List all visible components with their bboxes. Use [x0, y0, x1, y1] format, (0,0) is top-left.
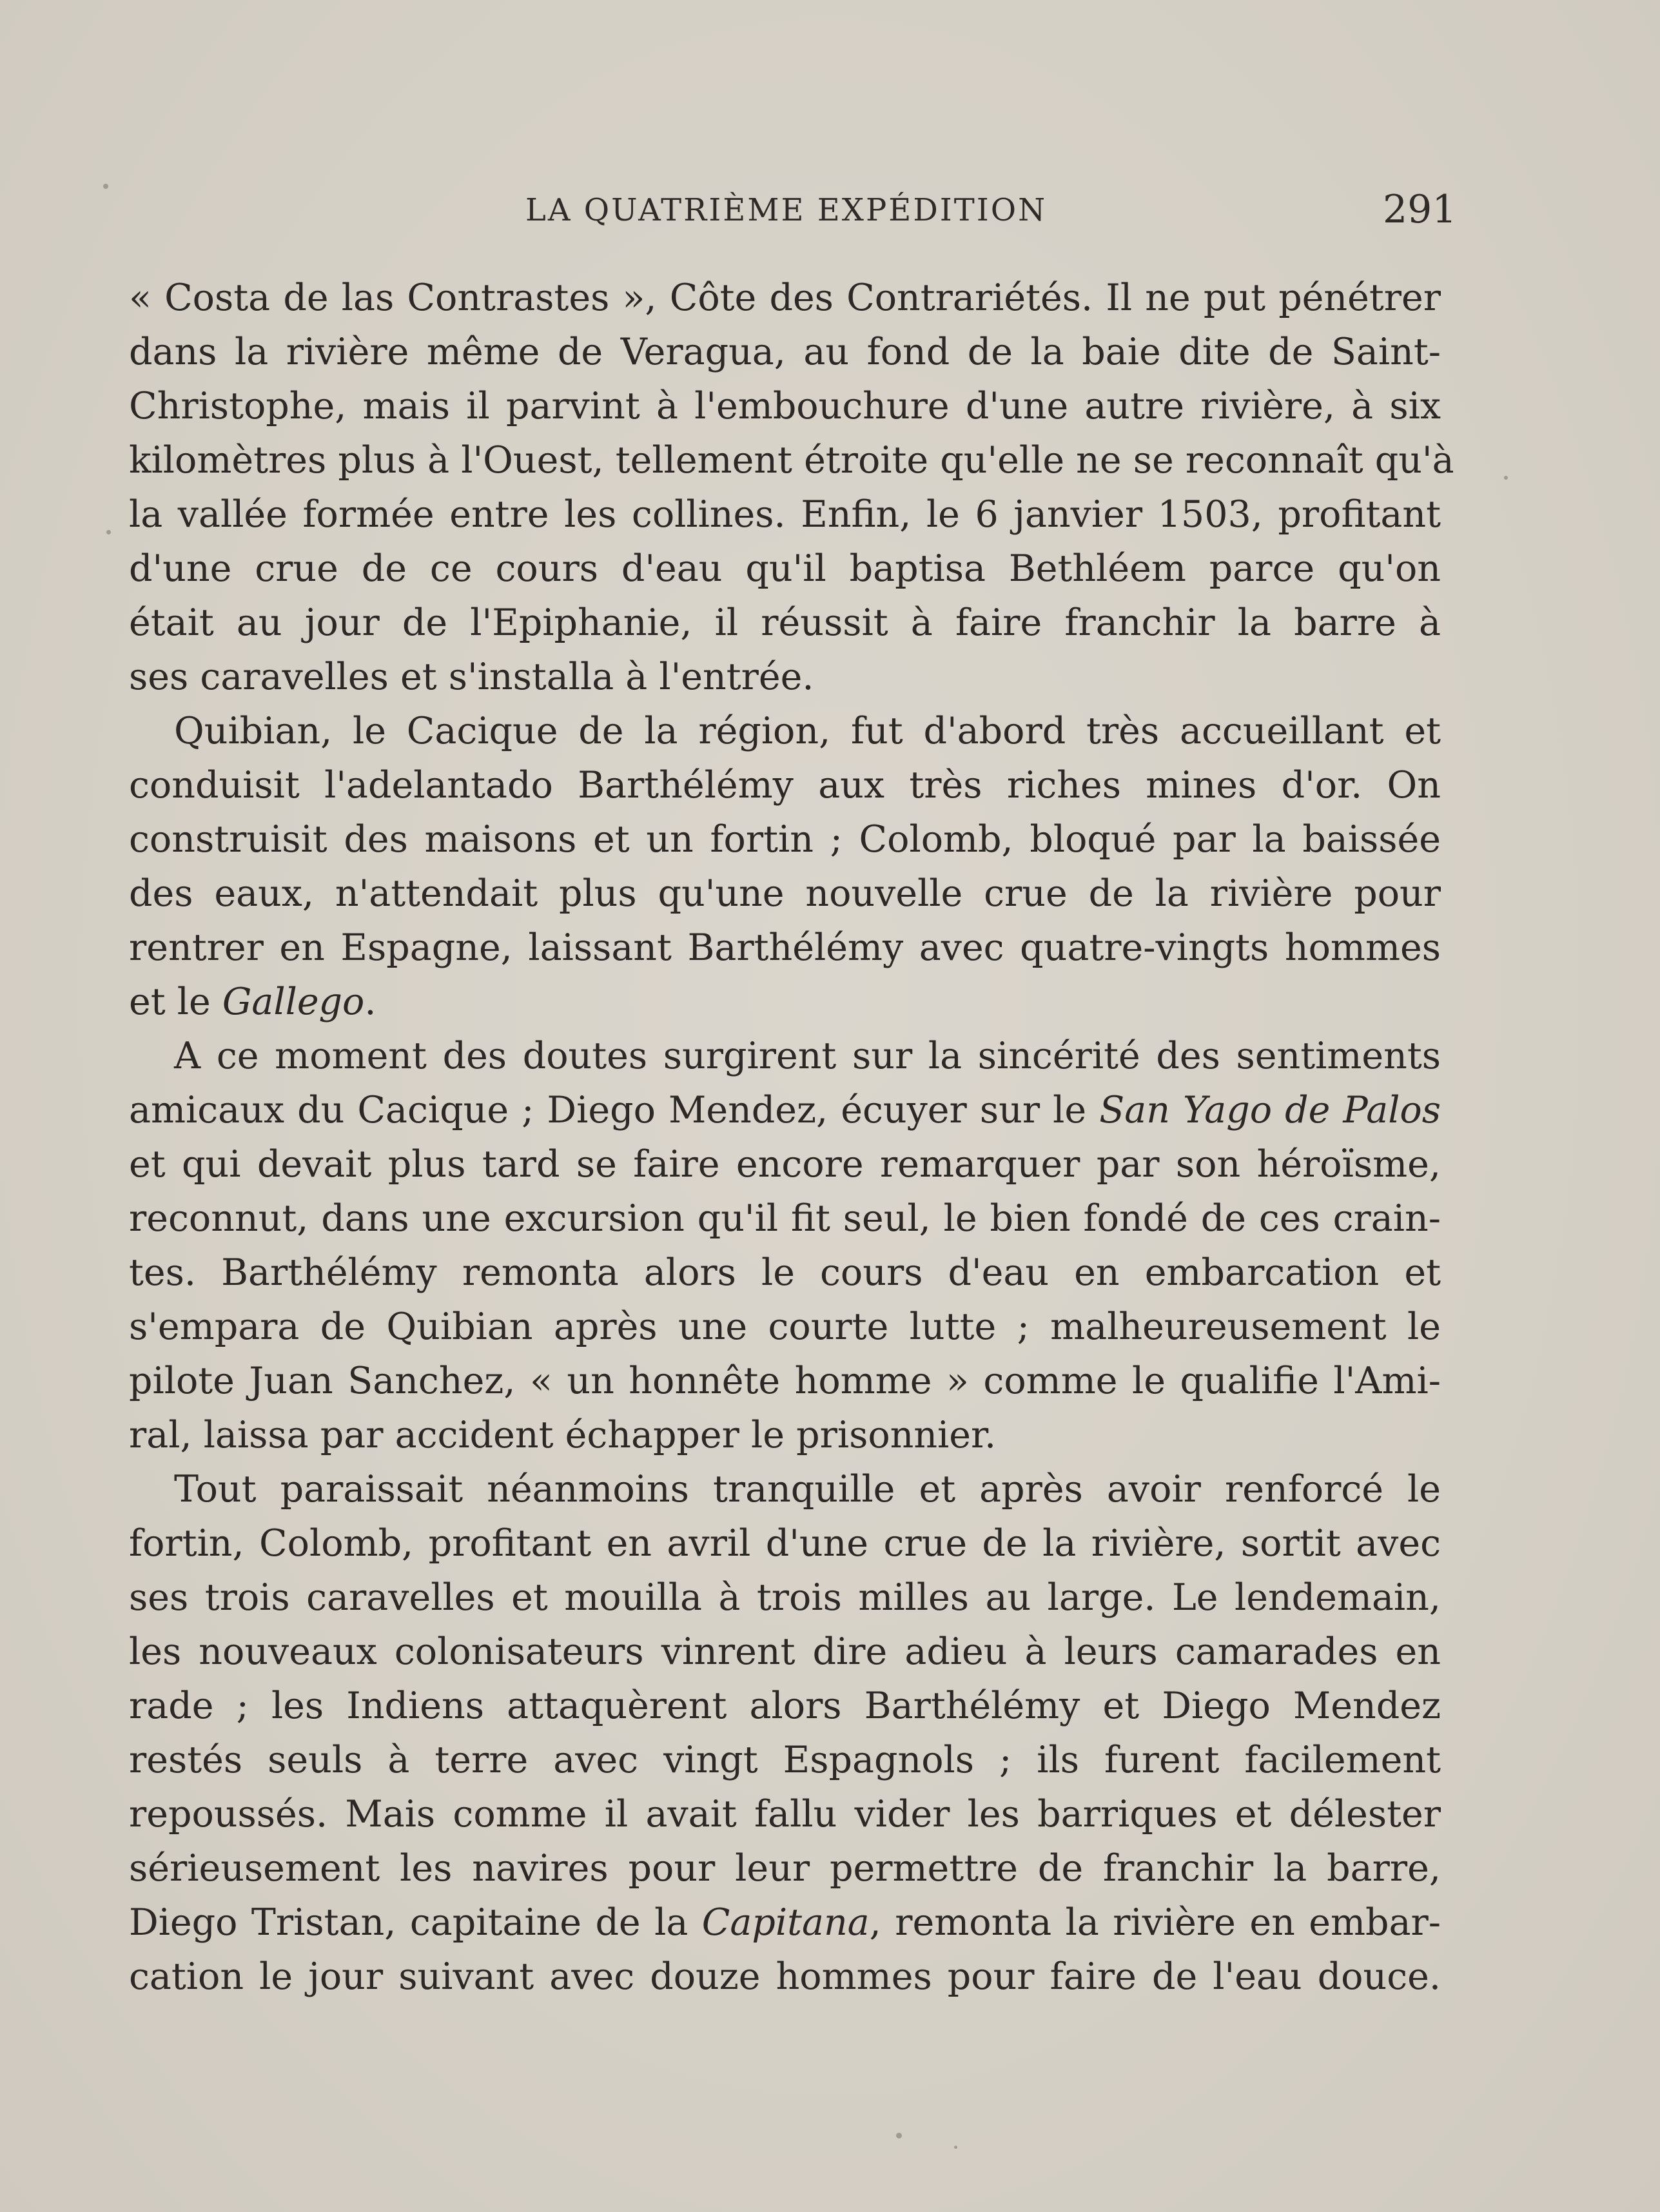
- running-title: LA QUATRIÈME EXPÉDITION: [525, 192, 1048, 228]
- text-line: ses trois caravelles et mouilla à trois milles au large. Le lendemain,: [129, 1576, 1441, 1619]
- text-line: A ce moment des doutes surgirent sur la sincérité des sentiments: [174, 1035, 1441, 1077]
- text-line: reconnut, dans une excursion qu'il fit seul, le bien fondé de ces crain-: [129, 1197, 1441, 1240]
- paper-speck: [103, 184, 108, 189]
- text-line: repoussés. Mais comme il avait fallu vider les barriques et délester: [129, 1793, 1441, 1835]
- text-line: et qui devait plus tard se faire encore remarquer par son héroïsme,: [129, 1143, 1441, 1186]
- text-line: construisit des maisons et un fortin ; Colomb, bloqué par la baissée: [129, 818, 1441, 861]
- ship-name-italic: Gallego: [222, 981, 365, 1023]
- text-line: rade ; les Indiens attaquèrent alors Barthélémy et Diego Mendez: [129, 1685, 1441, 1727]
- text-line-start: et le: [129, 981, 222, 1023]
- text-line: « Costa de las Contrastes », Côte des Contrariétés. Il ne put pénétrer: [129, 277, 1441, 319]
- text-line: ses caravelles et s'installa à l'entrée.: [129, 656, 814, 698]
- paper-speck: [954, 2146, 957, 2149]
- paper-speck: [896, 2133, 902, 2139]
- text-line: des eaux, n'attendait plus qu'une nouvelle crue de la rivière pour: [129, 872, 1441, 915]
- text-line: pilote Juan Sanchez, « un honnête homme » comme le qualifie l'Ami-: [129, 1360, 1441, 1402]
- text-line: fortin, Colomb, profitant en avril d'une crue de la rivière, sortit avec: [129, 1522, 1441, 1565]
- text-line: dans la rivière même de Veragua, au fond de la baie dite de Saint-: [129, 331, 1441, 373]
- ship-name-italic: San Yago de Palos: [1099, 1089, 1441, 1131]
- text-line: restés seuls à terre avec vingt Espagnols ; ils furent facilement: [129, 1739, 1441, 1781]
- text-line: la vallée formée entre les collines. Enfin, le 6 janvier 1503, profitant: [129, 493, 1441, 536]
- text-line: d'une crue de ce cours d'eau qu'il baptisa Bethléem parce qu'on: [129, 547, 1441, 590]
- text-line: kilomètres plus à l'Ouest, tellement étroite qu'elle ne se reconnaît qu'à: [129, 439, 1454, 482]
- text-line-start: Diego Tristan, capitaine de la: [129, 1901, 702, 1944]
- ship-name-italic: Capitana: [701, 1901, 870, 1944]
- paper-speck: [1504, 476, 1508, 480]
- text-line: [129, 1895, 1441, 1950]
- text-line: tes. Barthélémy remonta alors le cours d'eau en embarcation et: [129, 1251, 1441, 1294]
- text-line: cation le jour suivant avec douze hommes pour faire de l'eau douce.: [129, 1955, 1441, 1998]
- text-line: [129, 1083, 1441, 1137]
- text-line: sérieusement les navires pour leur permettre de franchir la barre,: [129, 1847, 1441, 1890]
- text-line: était au jour de l'Epiphanie, il réussit à faire franchir la barre à: [129, 602, 1441, 644]
- text-line: [129, 975, 1441, 1029]
- text-line: Christophe, mais il parvint à l'embouchure d'une autre rivière, à six: [129, 385, 1441, 427]
- text-line: Tout paraissait néanmoins tranquille et après avoir renforcé le: [174, 1468, 1441, 1511]
- text-line: Quibian, le Cacique de la région, fut d'abord très accueillant et: [174, 710, 1441, 752]
- text-line-end: , remonta la rivière en embar-: [869, 1901, 1441, 1944]
- text-line: ral, laissa par accident échapper le prisonnier.: [129, 1414, 997, 1456]
- text-line-end: .: [364, 981, 376, 1023]
- text-line: conduisit l'adelantado Barthélémy aux très riches mines d'or. On: [129, 764, 1441, 807]
- text-line: les nouveaux colonisateurs vinrent dire adieu à leurs camarades en: [129, 1630, 1441, 1673]
- text-line: s'empara de Quibian après une courte lutte ; malheureusement le: [129, 1306, 1441, 1348]
- text-line: rentrer en Espagne, laissant Barthélémy avec quatre-vingts hommes: [129, 926, 1441, 969]
- text-line-start: amicaux du Cacique ; Diego Mendez, écuyer sur le: [129, 1089, 1100, 1131]
- page-number: 291: [1383, 187, 1457, 232]
- paper-speck: [106, 530, 111, 534]
- running-head: [0, 187, 1660, 239]
